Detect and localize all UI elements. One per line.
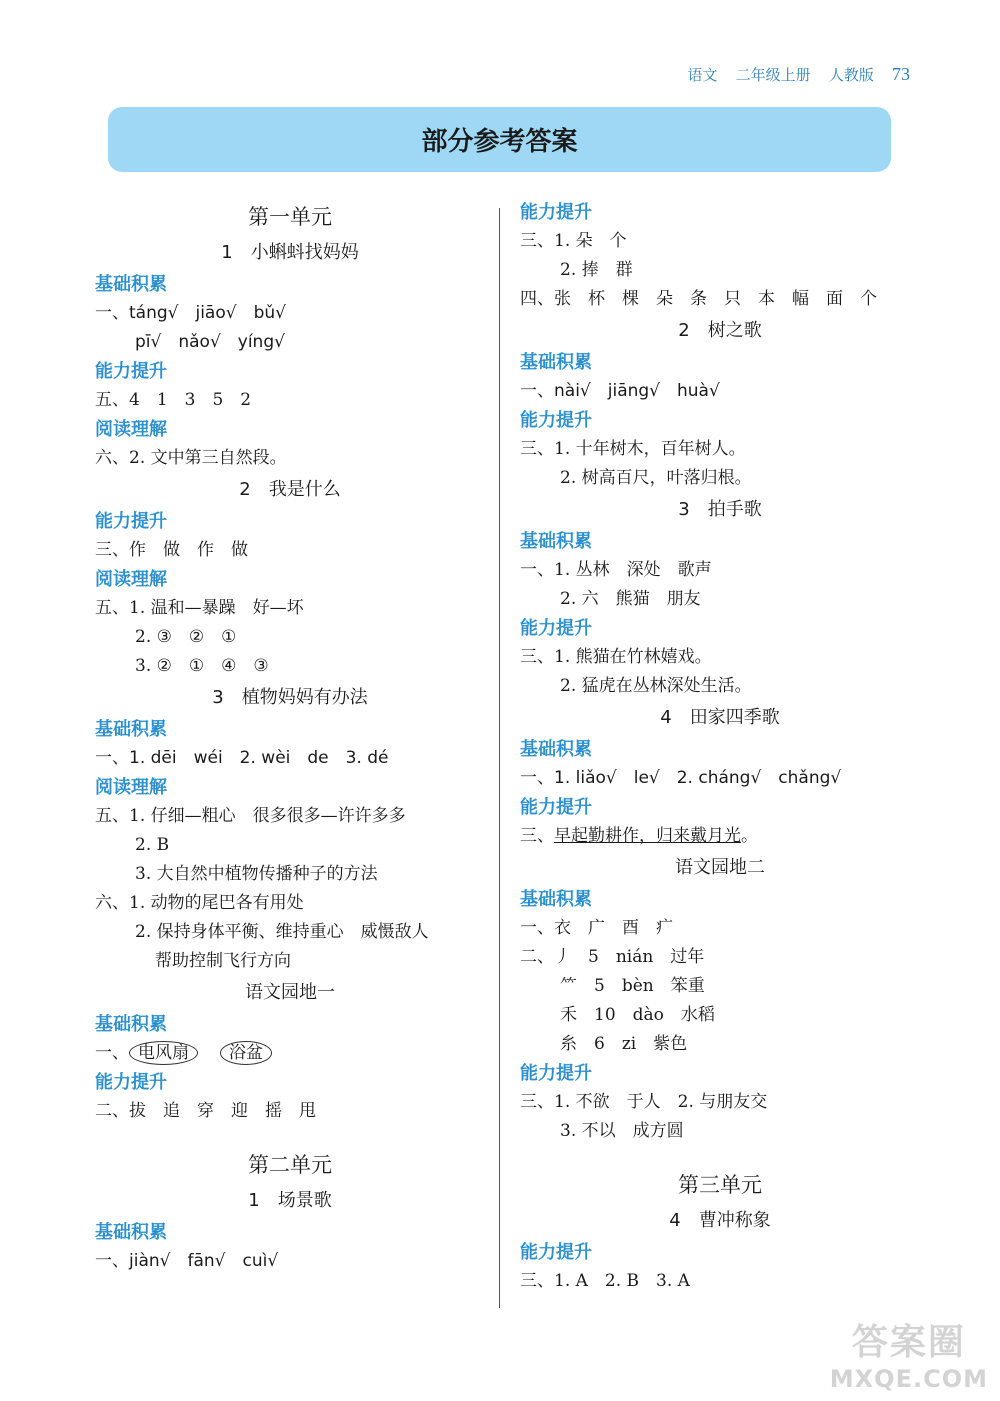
answer-line: 三、1. 熊猫在竹林嬉戏。 [520, 647, 712, 667]
underlined-answer: 早起勤耕作，归来戴月光 [554, 826, 741, 846]
answer-line: 2. 捧 群 [560, 260, 633, 280]
circled-answer: 浴盆 [220, 1041, 272, 1065]
section-label: 能力提升 [520, 202, 592, 223]
section-label: 基础积累 [520, 352, 592, 373]
answer-line: 一、táng√ jiāo√ bǔ√ [95, 303, 286, 323]
answer-line: 2. ③ ② ① [135, 627, 237, 647]
section-label: 能力提升 [520, 797, 592, 818]
section-label: 能力提升 [95, 511, 167, 532]
section-label: 阅读理解 [95, 777, 167, 798]
lesson-title: 2 我是什么 [239, 479, 341, 500]
left-column [95, 198, 485, 1276]
page-number: 73 [892, 64, 910, 84]
answer-line: 一、nài√ jiāng√ huà√ [520, 381, 720, 401]
answer-line: 二、丿 5 nián 过年 [520, 947, 705, 967]
answer-line: 六、2. 文中第三自然段。 [95, 448, 287, 468]
lesson-title: 1 小蝌蚪找妈妈 [221, 242, 359, 263]
answer-line: 一、衣 广 酉 疒 [520, 918, 673, 938]
lesson-title: 1 场景歌 [248, 1190, 332, 1211]
answer-line: 一、1. liǎo√ le√ 2. cháng√ chǎng√ [520, 768, 842, 788]
section-label: 能力提升 [520, 1063, 592, 1084]
answer-line: 3. ② ① ④ ③ [135, 656, 269, 676]
answer-line [95, 1039, 485, 1068]
answer-line: 禾 10 dào 水稻 [560, 1005, 715, 1025]
header-grade: 二年级上册 [735, 67, 811, 84]
answer-prefix: 三、 [520, 826, 554, 846]
section-label: 基础积累 [95, 719, 167, 740]
lesson-title: 4 田家四季歌 [660, 707, 780, 728]
answer-line: 二、拔 追 穿 迎 摇 甩 [95, 1101, 316, 1121]
section-label: 能力提升 [520, 618, 592, 639]
lesson-title: 语文园地二 [675, 857, 765, 878]
lesson-title: 3 拍手歌 [678, 499, 762, 520]
answer-line: 2. B [135, 835, 170, 855]
answer-line: 五、4 1 3 5 2 [95, 390, 252, 410]
answer-line: 五、1. 仔细—粗心 很多很多—许许多多 [95, 806, 406, 826]
watermark-logo [830, 1314, 988, 1393]
right-column [520, 198, 920, 1296]
section-label: 能力提升 [520, 1242, 592, 1263]
lesson-title: 2 树之歌 [678, 320, 762, 341]
unit-heading: 第三单元 [678, 1173, 762, 1197]
header-edition: 人教版 [828, 67, 874, 84]
answer-line: 糸 6 zi 紫色 [560, 1034, 688, 1054]
unit-heading: 第一单元 [248, 205, 332, 229]
section-label: 能力提升 [520, 410, 592, 431]
answer-line: 帮助控制飞行方向 [155, 951, 291, 971]
section-label: 基础积累 [95, 1222, 167, 1243]
answer-line: 五、1. 温和—暴躁 好—坏 [95, 598, 304, 618]
section-label: 能力提升 [95, 1072, 167, 1093]
lesson-title: 3 植物妈妈有办法 [212, 687, 368, 708]
lesson-title: 语文园地一 [245, 982, 335, 1003]
watermark-text: 答案圈 [851, 1322, 966, 1363]
answer-line: 2. 树高百尺，叶落归根。 [560, 468, 752, 488]
unit-heading: 第二单元 [248, 1153, 332, 1177]
lesson-title: 4 曹冲称象 [669, 1210, 771, 1231]
page-header [673, 64, 910, 85]
section-label: 基础积累 [520, 739, 592, 760]
answer-line: ⺮ 5 bèn 笨重 [560, 976, 705, 996]
circled-answer: 电风扇 [129, 1041, 198, 1065]
answer-line: 3. 大自然中植物传播种子的方法 [135, 864, 378, 884]
answer-line: 三、1. 不欲 于人 2. 与朋友交 [520, 1092, 768, 1112]
column-divider [499, 208, 500, 1308]
answer-line: 2. 猛虎在丛林深处生活。 [560, 676, 752, 696]
section-label: 基础积累 [520, 531, 592, 552]
answer-line: 三、作 做 作 做 [95, 540, 248, 560]
answer-line: 三、1. A 2. B 3. A [520, 1271, 690, 1291]
answer-line: pī√ nǎo√ yíng√ [135, 332, 285, 352]
answer-line: 2. 六 熊猫 朋友 [560, 589, 701, 609]
answer-prefix: 一、 [95, 1043, 129, 1063]
answer-suffix: 。 [741, 826, 758, 846]
header-subject: 语文 [687, 67, 718, 84]
answer-banner-title: 部分参考答案 [108, 107, 891, 172]
section-label: 能力提升 [95, 361, 167, 382]
watermark-url: MXQE.COM [829, 1365, 988, 1393]
answer-line [520, 822, 920, 851]
section-label: 基础积累 [520, 889, 592, 910]
answer-line: 一、1. dēi wéi 2. wèi de 3. dé [95, 748, 389, 768]
section-label: 阅读理解 [95, 569, 167, 590]
answer-line: 3. 不以 成方圆 [560, 1121, 684, 1141]
answer-line: 四、张 杯 棵 朵 条 只 本 幅 面 个 [520, 289, 877, 309]
answer-line: 三、1. 朵 个 [520, 231, 627, 251]
answer-line: 2. 保持身体平衡、维持重心 威慑敌人 [135, 922, 429, 942]
section-label: 基础积累 [95, 1014, 167, 1035]
answer-line: 三、1. 十年树木，百年树人。 [520, 439, 746, 459]
answer-line: 一、jiàn√ fān√ cuì√ [95, 1251, 279, 1271]
answer-line: 一、1. 丛林 深处 歌声 [520, 560, 712, 580]
section-label: 阅读理解 [95, 419, 167, 440]
answer-line: 六、1. 动物的尾巴各有用处 [95, 893, 304, 913]
section-label: 基础积累 [95, 274, 167, 295]
